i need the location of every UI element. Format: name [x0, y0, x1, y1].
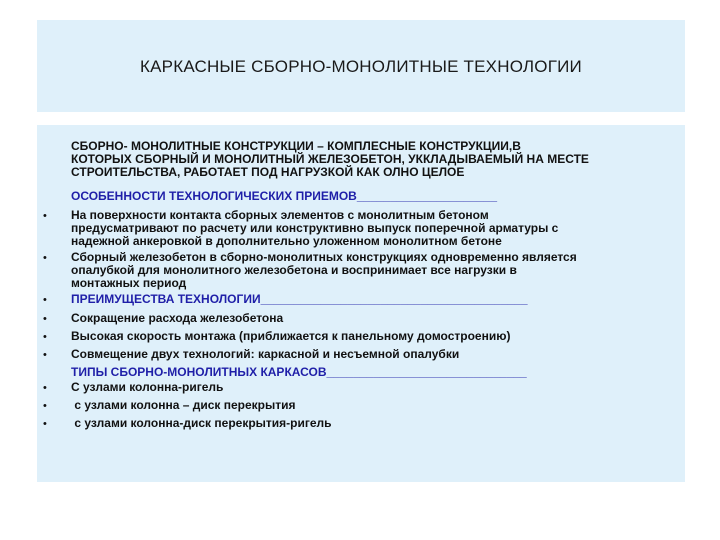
bullet-icon: • — [43, 210, 47, 222]
feature-2-line-1: Сборный железобетон в сборно-монолитных конструкциях одновременно является — [71, 250, 577, 264]
features-heading: ОСОБЕННОСТИ ТЕХНОЛОГИЧЕСКИХ ПРИЕМОВ_____________________ — [71, 189, 497, 203]
types-heading: ТИПЫ СБОРНО-МОНОЛИТНЫХ КАРКАСОВ______________________________ — [71, 365, 527, 379]
bullet-icon: • — [43, 418, 47, 430]
bullet-icon: • — [43, 331, 47, 343]
title-panel — [37, 20, 685, 112]
bullet-icon: • — [43, 382, 47, 394]
bullet-icon: • — [43, 400, 47, 412]
advantage-item-1: Сокращение расхода железобетона — [71, 311, 284, 325]
bullet-icon: • — [43, 313, 47, 325]
feature-2-line-3: монтажных период — [71, 276, 187, 290]
type-item-1: С узлами колонна-ригель — [71, 380, 224, 394]
feature-2-line-2: опалубкой для монолитного железобетона и воспринимает все нагрузки в — [71, 263, 517, 277]
content-panel — [37, 125, 685, 482]
feature-1-line-1: На поверхности контакта сборных элементов с монолитным бетоном — [71, 208, 489, 222]
definition-line-1: СБОРНО- МОНОЛИТНЫЕ КОНСТРУКЦИИ – КОМПЛЕСНЫЕ КОНСТРУКЦИИ,В — [71, 139, 521, 153]
bullet-icon: • — [43, 294, 47, 306]
bullet-icon: • — [43, 252, 47, 264]
feature-1-line-3: надежной анкеровкой в дополнительно уложенном монолитном бетоне — [71, 234, 502, 248]
feature-1-line-2: предусматривают по расчету или конструктивно выпуск поперечной арматуры с — [71, 221, 559, 235]
slide-title: КАРКАСНЫЕ СБОРНО-МОНОЛИТНЫЕ ТЕХНОЛОГИИ — [140, 57, 582, 76]
advantage-item-2: Высокая скорость монтажа (приближается к панельному домостроению) — [71, 329, 511, 343]
definition-line-3: СТРОИТЕЛЬСТВА, РАБОТАЕТ ПОД НАГРУЗКОЙ КАК ОЛНО ЦЕЛОЕ — [71, 165, 465, 179]
definition-line-2: КОТОРЫХ СБОРНЫЙ И МОНОЛИТНЫЙ ЖЕЛЕЗОБЕТОН, УККЛАДЫВАЕМЫЙ НА МЕСТЕ — [71, 152, 589, 166]
advantage-item-3: Совмещение двух технологий: каркасной и несъемной опалубки — [71, 347, 460, 361]
type-item-3: с узлами колонна-диск перекрытия-ригель — [71, 416, 332, 430]
type-item-2: с узлами колонна – диск перекрытия — [71, 398, 296, 412]
advantages-heading: ПРЕИМУЩЕСТВА ТЕХНОЛОГИИ________________________________________ — [71, 292, 528, 306]
bullet-icon: • — [43, 349, 47, 361]
